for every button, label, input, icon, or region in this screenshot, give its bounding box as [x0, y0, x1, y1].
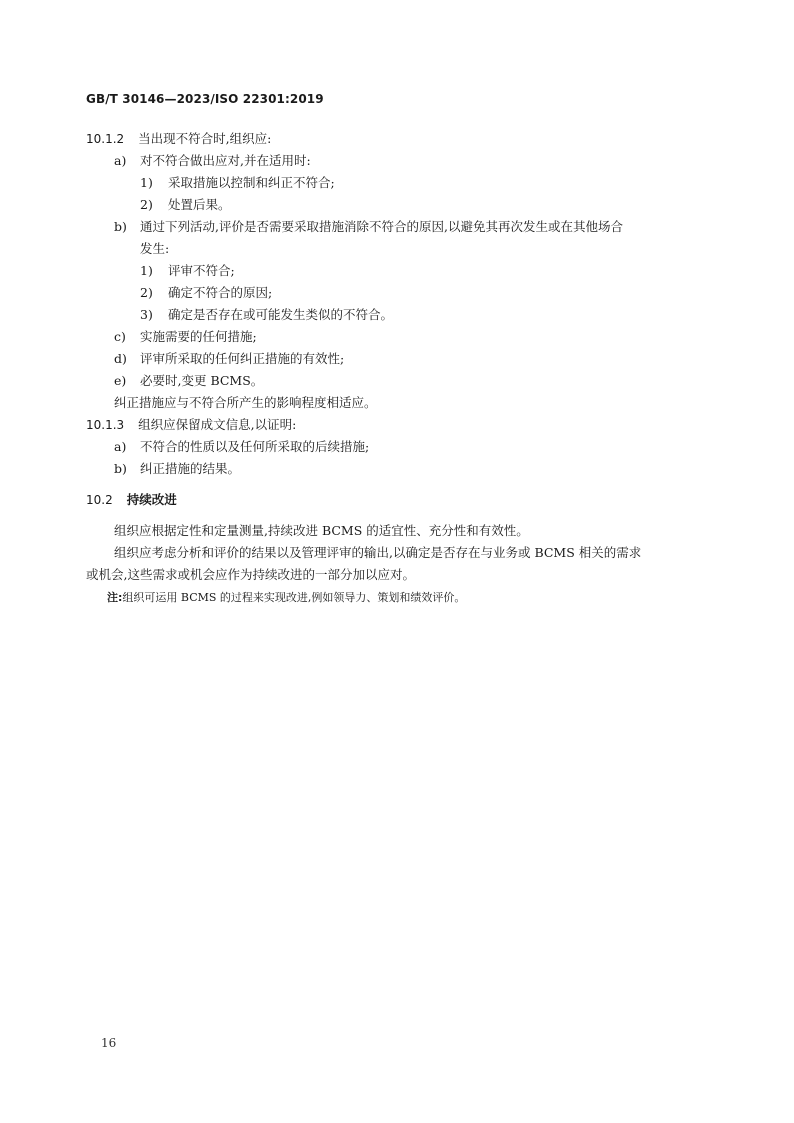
section-10-2-heading [86, 492, 177, 508]
paragraph-2-line-2: 或机会,这些需求或机会应作为持续改进的一部分加以应对。 [86, 567, 415, 582]
list-item-a-text: 对不符合做出应对,并在适用时: [140, 153, 311, 168]
sublist-item-b2: 确定不符合的原因; [168, 285, 273, 300]
list-item-b-text: 纠正措施的结果。 [140, 461, 241, 476]
section-title: 持续改进 [126, 492, 177, 507]
clause-text: 当出现不符合时,组织应: [138, 131, 272, 146]
list-label: b) [114, 219, 127, 234]
sublist-item-a1: 采取措施以控制和纠正不符合; [168, 175, 335, 190]
clause-number: 10.1.2 [86, 132, 125, 146]
sublist-label: 2) [140, 197, 153, 212]
list-label: e) [114, 373, 127, 388]
closing-statement: 纠正措施应与不符合所产生的影响程度相适应。 [114, 395, 377, 410]
sublist-item-b1: 评审不符合; [168, 263, 235, 278]
list-label: d) [114, 351, 127, 366]
list-item-e-text: 必要时,变更 BCMS。 [140, 373, 264, 388]
sublist-label: 1) [140, 175, 153, 190]
note [107, 591, 465, 605]
clause-number: 10.1.3 [86, 418, 125, 432]
list-item-b-text: 通过下列活动,评价是否需要采取措施消除不符合的原因,以避免其再次发生或在其他场合 [140, 219, 623, 234]
note-text: 组织可运用 BCMS 的过程来实现改进,例如领导力、策划和绩效评价。 [122, 591, 466, 604]
list-item-d-text: 评审所采取的任何纠正措施的有效性; [140, 351, 345, 366]
note-label: 注: [107, 591, 123, 604]
list-item-b-text-cont: 发生: [140, 241, 170, 256]
list-item-a [114, 153, 126, 169]
list-item-a-text: 不符合的性质以及任何所采取的后续措施; [140, 439, 370, 454]
clause-10-1-2 [86, 131, 271, 147]
sublist-item-b3: 确定是否存在或可能发生类似的不符合。 [168, 307, 394, 322]
list-label: a) [114, 153, 127, 168]
clause-10-1-3 [86, 417, 296, 433]
list-label: a) [114, 439, 127, 454]
sublist-label: 2) [140, 285, 153, 300]
sublist-item-a2: 处置后果。 [168, 197, 231, 212]
standard-header: GB/T 30146—2023/ISO 22301:2019 [86, 92, 324, 106]
page-number: 16 [101, 1036, 117, 1050]
clause-text: 组织应保留成文信息,以证明: [138, 417, 297, 432]
sublist-label: 3) [140, 307, 153, 322]
list-item-c-text: 实施需要的任何措施; [140, 329, 257, 344]
paragraph-2-line-1: 组织应考虑分析和评价的结果以及管理评审的输出,以确定是否存在与业务或 BCMS 相关的需求 [114, 545, 642, 560]
paragraph-1: 组织应根据定性和定量测量,持续改进 BCMS 的适宜性、充分性和有效性。 [114, 523, 529, 538]
section-number: 10.2 [86, 493, 113, 507]
list-label: c) [114, 329, 126, 344]
sublist-label: 1) [140, 263, 153, 278]
list-label: b) [114, 461, 127, 476]
